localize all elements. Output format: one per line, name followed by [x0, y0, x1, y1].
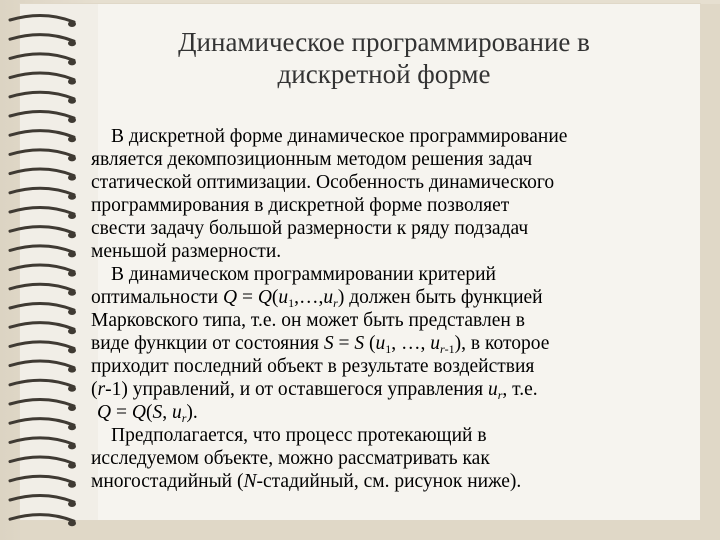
spiral-ring-icon — [10, 92, 76, 104]
spiral-ring-icon — [10, 265, 76, 277]
paragraph-2-formula-line: оптимальности $Q = Q(u_1,\dots,u_r)$ должен быть функцией — [91, 287, 543, 310]
paragraph-2-formula-line: Q = Q(S, $u_r$). — [97, 402, 198, 425]
paragraph-2-line: приходит последний объект в результате воздействия — [91, 356, 535, 377]
paragraph-1-line: является декомпозиционным методом решения задач — [91, 149, 533, 170]
paragraph-1-line: программирования в дискретной форме позволяет — [91, 195, 510, 216]
slide-body — [91, 125, 691, 493]
spiral-ring-icon — [10, 169, 76, 181]
notebook-spiral-binding-icon — [4, 8, 84, 528]
spiral-ring-icon — [10, 419, 76, 431]
spiral-ring-icon — [10, 457, 76, 469]
spiral-ring-icon — [10, 361, 76, 373]
spiral-ring-icon — [10, 284, 76, 296]
spiral-ring-icon — [10, 15, 76, 27]
paragraph-1-line: свести задачу большой размерности к ряду подзадач — [91, 218, 529, 239]
paragraph-3-formula-line: многостадийный (N-стадийный, см. рисунок ниже). — [91, 471, 522, 492]
spiral-ring-icon — [10, 438, 76, 450]
spiral-ring-icon — [10, 150, 76, 162]
paragraph-3-line: исследуемом объекте, можно рассматривать как — [91, 448, 490, 469]
spiral-ring-icon — [10, 111, 76, 123]
slide-title — [96, 26, 672, 90]
spiral-ring-icon — [10, 54, 76, 66]
paragraph-3-line: Предполагается, что процесс протекающий в — [111, 425, 487, 446]
paragraph-2-formula-line: виде функции от состояния S = S ($u_1$, …, $u_{r-1}$), в которое — [91, 333, 550, 356]
spiral-ring-icon — [10, 476, 76, 488]
spiral-ring-icon — [10, 131, 76, 143]
spiral-ring-icon — [10, 73, 76, 85]
paragraph-2-line: В динамическом программировании критерий — [111, 264, 496, 285]
spiral-ring-icon — [10, 515, 76, 527]
spiral-ring-icon — [10, 495, 76, 507]
spiral-ring-icon — [10, 342, 76, 354]
title-line-1: Динамическое программирование в — [178, 27, 590, 57]
paragraph-2-line: Марковского типа, т.е. он может быть представлен в — [91, 310, 525, 331]
spiral-ring-icon — [10, 35, 76, 47]
right-shadow — [700, 4, 720, 540]
paragraph-1-line: статической оптимизации. Особенность динамического — [91, 172, 555, 193]
spiral-ring-icon — [10, 399, 76, 411]
paragraph-1-line: В дискретной форме динамическое программирование — [111, 126, 568, 147]
spiral-ring-icon — [10, 303, 76, 315]
spiral-ring-icon — [10, 227, 76, 239]
paragraph-2-formula-line: (r-1) управлений, и от оставшегося управления $u_r$, т.е. — [91, 379, 538, 402]
spiral-ring-icon — [10, 380, 76, 392]
spiral-ring-icon — [10, 246, 76, 258]
spiral-ring-icon — [10, 207, 76, 219]
spiral-ring-icon — [10, 323, 76, 335]
title-line-2: дискретной форме — [277, 59, 491, 89]
bottom-shadow — [20, 520, 720, 540]
paragraph-1-line: меньшой размерности. — [91, 241, 282, 262]
spiral-ring-icon — [10, 188, 76, 200]
